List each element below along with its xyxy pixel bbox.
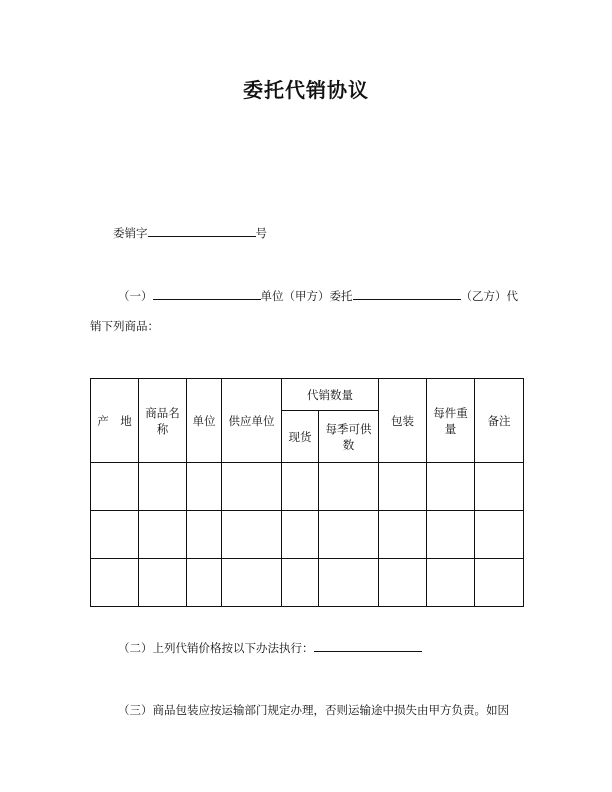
table-cell[interactable] [475,559,524,607]
table-cell[interactable] [427,463,475,511]
header-remark: 备注 [475,379,524,463]
table-cell[interactable] [91,559,139,607]
header-product-name [139,379,187,463]
table-row [91,463,524,511]
table-cell[interactable] [282,559,319,607]
header-unit-weight [427,379,475,463]
party-a-blank[interactable] [153,287,261,300]
party-a-label: 单位（甲方）委托 [260,289,353,303]
table-cell[interactable] [187,463,222,511]
clause-1-line-1 [118,287,518,304]
goods-table [90,378,524,607]
table-cell[interactable] [139,511,187,559]
clause-1-line-2: 销下列商品： [90,319,159,333]
table-cell[interactable] [222,511,282,559]
table-row [91,511,524,559]
clause-3-line: （三）商品包装应按运输部门规定办理，否则运输途中损失由甲方负责。如因 [118,703,509,717]
table-cell[interactable] [187,511,222,559]
header-seasonal-supply-text: 每季可供 数 [325,421,383,452]
party-b-label: （乙方）代 [460,289,518,303]
header-unit: 单位 [187,379,222,463]
table-cell[interactable] [91,511,139,559]
table-cell[interactable] [379,559,427,607]
table-cell[interactable] [475,463,524,511]
table-cell[interactable] [139,559,187,607]
clause-2-line [118,639,422,656]
table-cell[interactable] [475,511,524,559]
table-cell[interactable] [91,463,139,511]
header-supplier: 供应单位 [222,379,282,463]
document-title: 委托代销协议 [243,78,369,102]
header-consignment-quantity: 代销数量 [282,379,379,411]
contract-number-line [113,224,267,241]
clause-2-text: （二）上列代销价格按以下办法执行： [118,641,314,655]
header-packing: 包装 [379,379,427,463]
table-cell[interactable] [319,559,379,607]
clause-1-prefix: （一） [118,289,153,303]
table-cell[interactable] [222,559,282,607]
contract-number-suffix: 号 [255,226,267,240]
table-cell[interactable] [222,463,282,511]
table-cell[interactable] [319,511,379,559]
header-unit-weight-text: 每件重量 [433,405,468,436]
header-origin: 产 地 [91,379,139,463]
pricing-method-blank[interactable] [314,639,422,652]
header-seasonal-supply [319,411,383,463]
header-product-name-text: 商品名称 [145,405,180,436]
table-cell[interactable] [427,559,475,607]
table-row [91,559,524,607]
contract-number-blank[interactable] [148,224,256,237]
header-spot-stock: 现货 [282,411,319,463]
table-cell[interactable] [379,511,427,559]
party-b-blank[interactable] [353,287,461,300]
table-cell[interactable] [282,463,319,511]
table-cell[interactable] [187,559,222,607]
table-cell[interactable] [319,463,379,511]
table-cell[interactable] [427,511,475,559]
table-cell[interactable] [139,463,187,511]
contract-number-prefix: 委销字 [113,226,148,240]
table-cell[interactable] [379,463,427,511]
table-cell[interactable] [282,511,319,559]
